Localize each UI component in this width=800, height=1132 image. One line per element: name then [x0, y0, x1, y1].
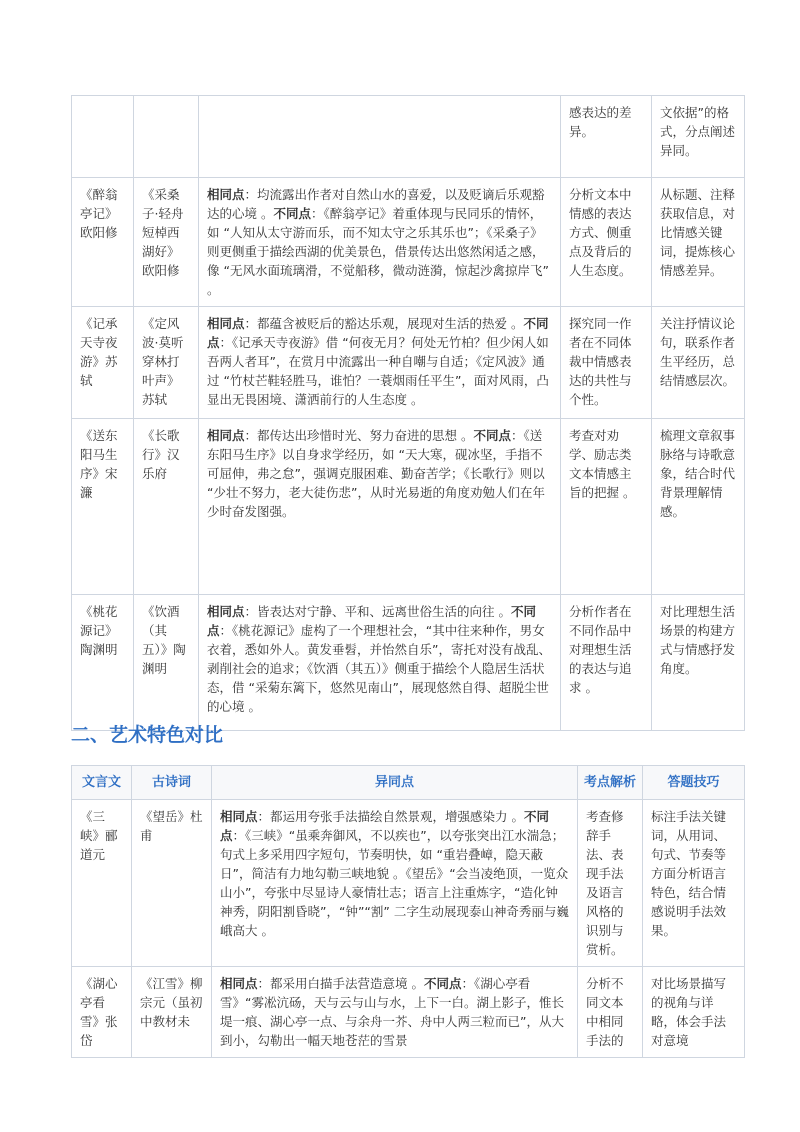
poem-cell: 《长歌行》汉乐府: [134, 419, 199, 595]
same-text: ：皆表达对宁静、平和、远离世俗生活的向往 。: [244, 604, 511, 619]
diff-text: ：《三峡》“虽乘奔御风，不以疾也”，以夸张突出江水湍急；句式上多采用四字短句，节奏明快，如 “重岩叠嶂，隐天蔽日”，简洁有力地勾勒三峡地貌 。《望岳》“会当凌绝顶，一览众山小”，夸张中尽显诗人豪情壮志；语言上注重炼字，“造化钟神秀，阴阳割昏晓”，“钟”“割” 二字生动展现泰山神奇秀丽与巍峨高大 。: [220, 828, 569, 938]
similarity-cell: [199, 96, 561, 178]
answer-tip-cell: 对比理想生活场景的构建方式与情感抒发角度。: [652, 595, 745, 731]
classical-text-cell: 《桃花源记》陶渊明: [72, 595, 134, 731]
exam-point-cell: 探究同一作者在不同体裁中情感表达的共性与个性。: [561, 307, 652, 419]
similarity-cell: [199, 307, 561, 419]
poem-cell: 《饮酒（其五）》陶渊明: [134, 595, 199, 731]
poem-cell: 《定风波·莫听穿林打叶声》苏轼: [134, 307, 199, 419]
same-label: 相同点: [207, 428, 245, 443]
diff-text: ：《记承天寺夜游》借 “何夜无月？何处无竹柏？但少闲人如吾两人者耳”，在赏月中流露出一种自嘲与自适；《定风波》通过 “竹杖芒鞋轻胜马，谁怕？一蓑烟雨任平生”，面对风雨，凸显出无畏困境、潇洒前行的人生态度 。: [207, 335, 549, 407]
classical-text-cell: 《送东阳马生序》宋濂: [72, 419, 134, 595]
exam-point-cell: 分析不同文本中相同手法的: [578, 967, 643, 1058]
diff-label: 不同点: [220, 809, 550, 843]
poem-cell: [134, 96, 199, 178]
similarity-cell: [199, 419, 561, 595]
same-label: 相同点: [207, 187, 245, 202]
similarity-cell: [212, 967, 578, 1058]
exam-point-cell: 考查修辞手法、表现手法及语言风格的识别与赏析。: [578, 800, 643, 967]
table-row: [72, 419, 745, 595]
column-header: 古诗词: [132, 766, 212, 800]
column-header: 文言文: [72, 766, 132, 800]
classical-text-cell: 《醉翁亭记》欧阳修: [72, 178, 134, 307]
diff-text: ：《湖心亭看雪》“雾凇沆砀，天与云与山与水，上下一白。湖上影子，惟长堤一痕、湖心亭一点、与余舟一芥、舟中人两三粒而已”，从大到小，勾勒出一幅天地苍茫的雪景: [220, 976, 564, 1048]
diff-label: 不同点: [273, 206, 311, 221]
section-heading: 二、艺术特色对比: [71, 724, 224, 746]
emotion-comparison-table: [71, 95, 745, 731]
classical-text-cell: [72, 96, 134, 178]
same-label: 相同点: [207, 604, 245, 619]
exam-point-cell: 分析文本中情感的表达方式、侧重点及背后的人生态度。: [561, 178, 652, 307]
similarity-cell: [199, 595, 561, 731]
table-row: [72, 595, 745, 731]
same-text: ：都蕴含被贬后的豁达乐观，展现对生活的热爱 。: [244, 316, 524, 331]
poem-cell: 《江雪》柳宗元（虽初中教材未: [132, 967, 212, 1058]
exam-point-cell: 考查对劝学、励志类文本情感主旨的把握 。: [561, 419, 652, 595]
similarity-cell: [212, 800, 578, 967]
table-row: [72, 178, 745, 307]
column-header: 答题技巧: [643, 766, 745, 800]
same-text: ：都运用夸张手法描绘自然景观，增强感染力 。: [257, 809, 524, 824]
classical-text-cell: 《湖心亭看雪》张岱: [72, 967, 132, 1058]
answer-tip-cell: 标注手法关键词，从用词、句式、节奏等方面分析语言特色，结合情感说明手法效果。: [643, 800, 745, 967]
table-row: [72, 800, 745, 967]
classical-text-cell: 《记承天寺夜游》苏轼: [72, 307, 134, 419]
diff-label: 不同点: [207, 316, 549, 350]
same-text: ：均流露出作者对自然山水的喜爱，以及贬谪后乐观豁达的心境 。: [207, 187, 545, 221]
diff-label: 不同点: [424, 976, 462, 991]
answer-tip-cell: 关注抒情议论句，联系作者生平经历，总结情感层次。: [652, 307, 745, 419]
diff-text: ：《送东阳马生序》以自身求学经历，如 “天大寒，砚冰坚，手指不可屈伸，弗之怠”，强调克服困难、勤奋苦学；《长歌行》则以 “少壮不努力，老大徒伤悲”，从时光易逝的角度劝勉人们在年少时奋发图强。: [207, 428, 545, 519]
same-label: 相同点: [220, 809, 258, 824]
answer-tip-cell: 梳理文章叙事脉络与诗歌意象，结合时代背景理解情感。: [652, 419, 745, 595]
diff-label: 不同点: [473, 428, 512, 443]
column-header: 考点解析: [578, 766, 643, 800]
similarity-cell: [199, 178, 561, 307]
exam-point-cell: 分析作者在不同作品中对理想生活的表达与追求 。: [561, 595, 652, 731]
same-label: 相同点: [207, 316, 245, 331]
poem-cell: 《望岳》杜甫: [132, 800, 212, 967]
diff-text: ：《醉翁亭记》着重体现与民同乐的情怀，如 “人知从太守游而乐，而不知太守之乐其乐也”；《采桑子》则更侧重于描绘西湖的优美景色，借景传达出悠然闲适之感，像 “无风水面琉璃滑，不觉船移，微动涟漪，惊起沙禽掠岸飞” 。: [207, 206, 549, 297]
table-header-row: [72, 766, 745, 800]
diff-label: 不同点: [207, 604, 537, 638]
same-text: ：都传达出珍惜时光、努力奋进的思想 。: [244, 428, 474, 443]
same-label: 相同点: [220, 976, 258, 991]
diff-text: ：《桃花源记》虚构了一个理想社会，“其中往来种作，男女衣着，悉如外人。黄发垂髫，并怡然自乐”，寄托对没有战乱、剥削社会的追求；《饮酒（其五）》侧重于描绘个人隐居生活状态，借 “采菊东篱下，悠然见南山”，展现悠然自得、超脱尘世的心境 。: [207, 623, 551, 714]
table-row: [72, 307, 745, 419]
table-row: [72, 967, 745, 1058]
answer-tip-cell: 文依据”的格式，分点阐述异同。: [652, 96, 745, 178]
art-feature-table: [71, 765, 745, 1058]
table-row: [72, 96, 745, 178]
poem-cell: 《采桑子·轻舟短棹西湖好》欧阳修: [134, 178, 199, 307]
answer-tip-cell: 从标题、注释获取信息，对比情感关键词，提炼核心情感差异。: [652, 178, 745, 307]
answer-tip-cell: 对比场景描写的视角与详略，体会手法对意境: [643, 967, 745, 1058]
same-text: ：都采用白描手法营造意境 。: [257, 976, 424, 991]
exam-point-cell: 感表达的差异。: [561, 96, 652, 178]
classical-text-cell: 《三峡》郦道元: [72, 800, 132, 967]
column-header: 异同点: [212, 766, 578, 800]
